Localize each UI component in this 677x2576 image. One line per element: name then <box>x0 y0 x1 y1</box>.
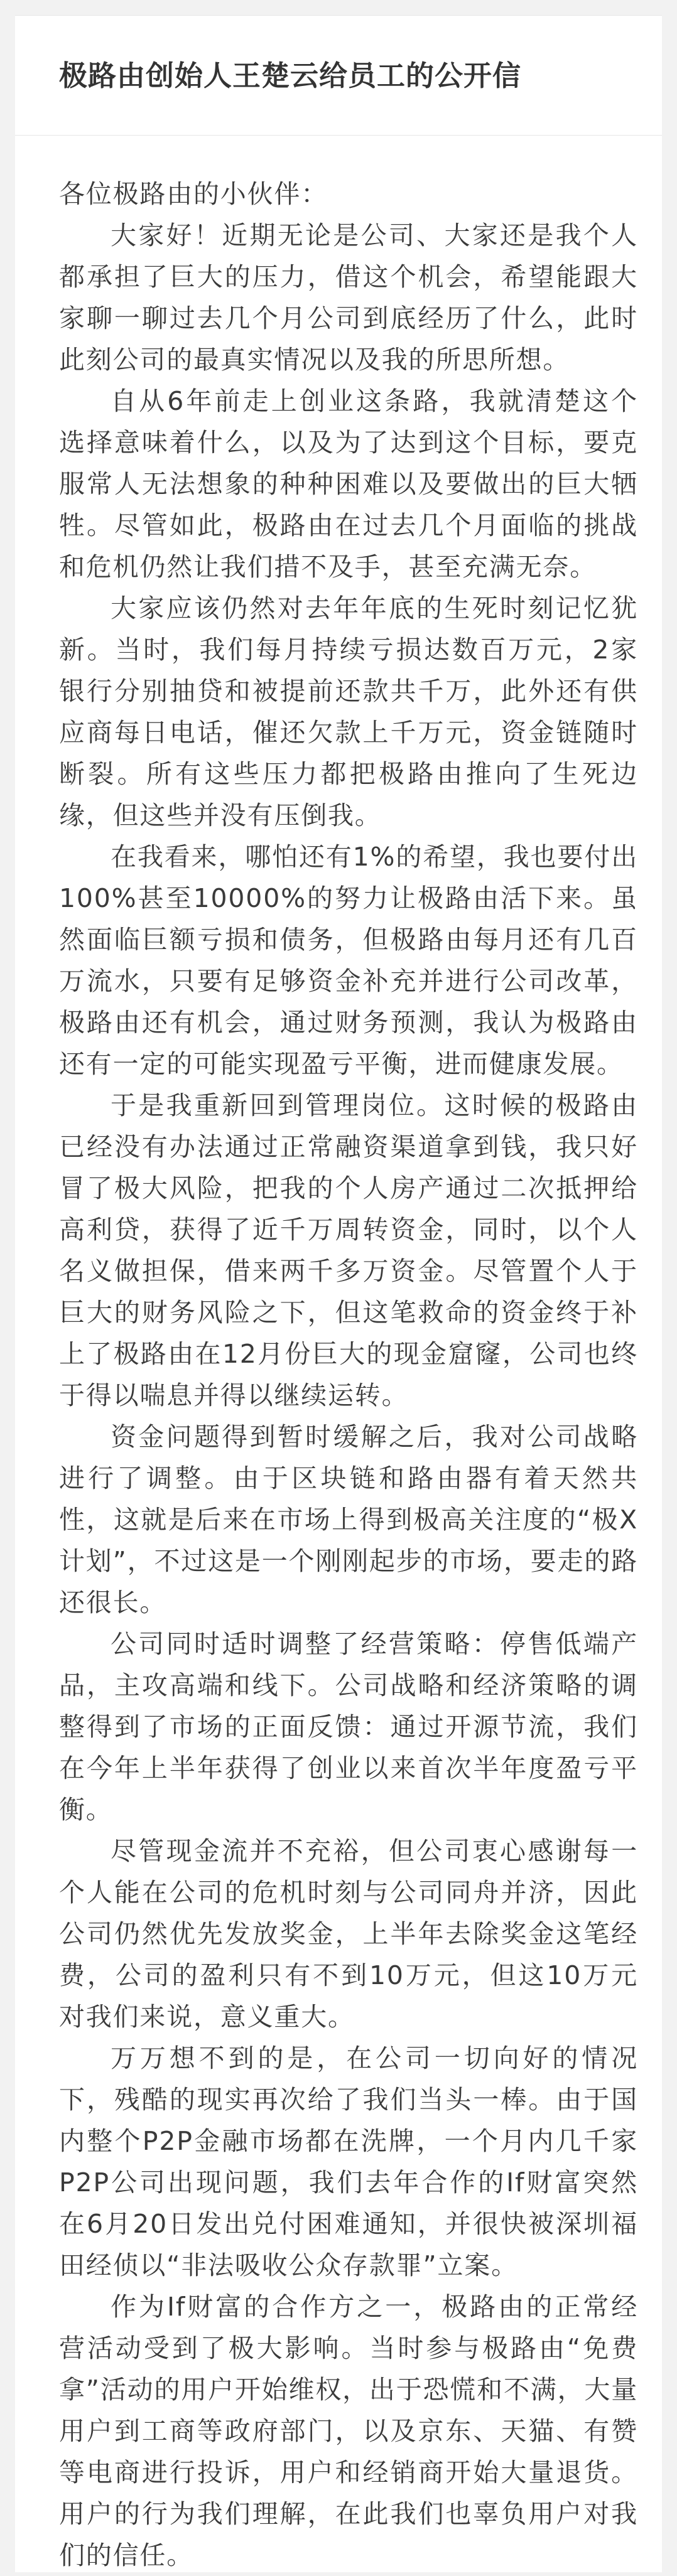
article-title: 极路由创始人王楚云给员工的公开信 <box>59 59 522 92</box>
paragraph: 尽管现金流并不充裕，但公司衷心感谢每一个人能在公司的危机时刻与公司同舟并济，因此公司仍然优先发放奖金，上半年去除奖金这笔经费，公司的盈利只有不到10万元，但这10万元对我们来说，意义重大。 <box>59 1836 638 2032</box>
paragraph: 于是我重新回到管理岗位。这时候的极路由已经没有办法通过正常融资渠道拿到钱，我只好冒了极大风险，把我的个人房产通过二次抵押给高利贷，获得了近千万周转资金，同时，以个人名义做担保，借来两千多万资金。尽管置个人于巨大的财务风险之下，但这笔救命的资金终于补上了极路由在12月份巨大的现金窟窿，公司也终于得以喘息并得以继续运转。 <box>59 1090 638 1410</box>
paragraph: 作为If财富的合作方之一，极路由的正常经营活动受到了极大影响。当时参与极路由“免费拿”活动的用户开始维权，出于恐慌和不满，大量用户到工商等政府部门，以及京东、天猫、有赞等电商进行投诉，用户和经销商开始大量退货。用户的行为我们理解，在此我们也辜负用户对我们的信任。 <box>59 2292 638 2570</box>
title-bar <box>15 15 662 136</box>
letter-body <box>59 173 638 2576</box>
paragraph: 公司同时适时调整了经营策略：停售低端产品，主攻高端和线下。公司战略和经济策略的调整得到了市场的正面反馈：通过开源节流，我们在今年上半年获得了创业以来首次半年度盈亏平衡。 <box>59 1629 638 1825</box>
paragraph: 在我看来，哪怕还有1%的希望，我也要付出100%甚至10000%的努力让极路由活下来。虽然面临巨额亏损和债务，但极路由每月还有几百万流水，只要有足够资金补充并进行公司改革，极路由还有机会，通过财务预测，我认为极路由还有一定的可能实现盈亏平衡，进而健康发展。 <box>59 842 638 1079</box>
article-body-card <box>15 136 662 2572</box>
paragraph: 资金问题得到暂时缓解之后，我对公司战略进行了调整。由于区块链和路由器有着天然共性，这就是后来在市场上得到极高关注度的“极X计划”，不过这是一个刚刚起步的市场，要走的路还很长。 <box>59 1422 638 1618</box>
paragraph: 大家好！近期无论是公司、大家还是我个人都承担了巨大的压力，借这个机会，希望能跟大家聊一聊过去几个月公司到底经历了什么，此时此刻公司的最真实情况以及我的所思所想。 <box>59 220 638 375</box>
paragraph: 大家应该仍然对去年年底的生死时刻记忆犹新。当时，我们每月持续亏损达数百万元，2家银行分别抽贷和被提前还款共千万，此外还有供应商每日电话，催还欠款上千万元，资金链随时断裂。所有这些压力都把极路由推向了生死边缘，但这些并没有压倒我。 <box>59 593 638 830</box>
paragraph: 万万想不到的是，在公司一切向好的情况下，残酷的现实再次给了我们当头一棒。由于国内整个P2P金融市场都在洗牌，一个月内几千家P2P公司出现问题，我们去年合作的If财富突然在6月20日发出兑付困难通知，并很快被深圳福田经侦以“非法吸收公众存款罪”立案。 <box>59 2043 638 2280</box>
letter-greeting: 各位极路由的小伙伴： <box>59 179 328 209</box>
paragraph: 自从6年前走上创业这条路，我就清楚这个选择意味着什么，以及为了达到这个目标，要克服常人无法想象的种种困难以及要做出的巨大牺牲。尽管如此，极路由在过去几个月面临的挑战和危机仍然让我们措不及手，甚至充满无奈。 <box>59 386 638 582</box>
